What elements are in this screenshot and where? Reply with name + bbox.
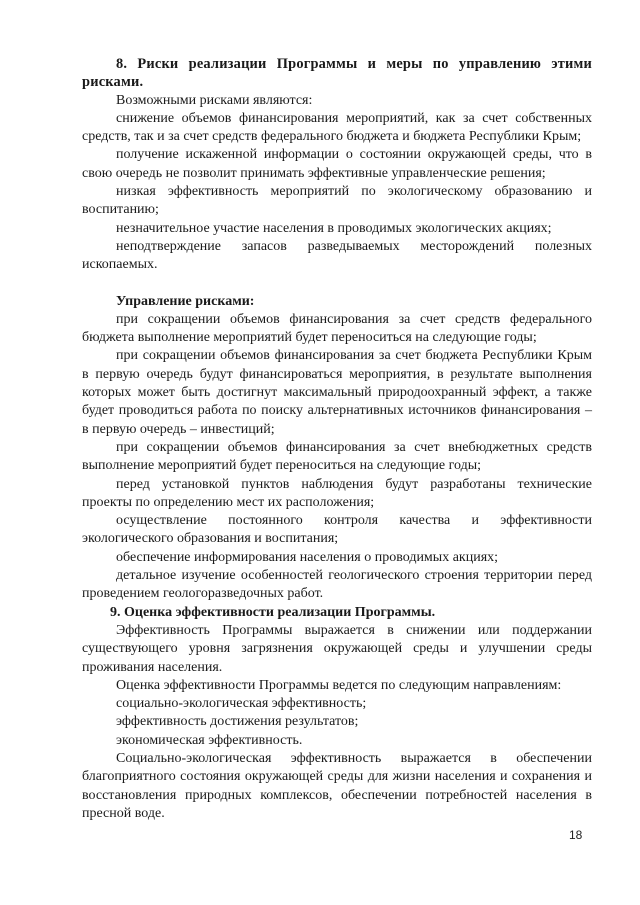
page-number: 18 xyxy=(569,828,583,842)
risk-item: незначительное участие населения в проводимых экологических акциях; xyxy=(116,220,552,236)
risk-management-item: перед установкой пунктов наблюдения будут разработаны технические проекты по определению мест их расположения; xyxy=(82,476,592,510)
risk-management-item: осуществление постоянного контроля качества и эффективности экологического образования и воспитания; xyxy=(82,513,592,547)
risk-management-item: при сокращении объемов финансирования за счет бюджета Республики Крым в первую очередь будут финансироваться мероприятия, в результате выполнения которых может быть достигнут максимальный природоохранный эффект, а также будет проводиться работа по поиску альтернативных источников финансирования – в первую очередь – инвестиций; xyxy=(82,348,592,437)
risk-management-heading: Управление рисками: xyxy=(116,293,255,309)
evaluation-directions-intro: Оценка эффективности Программы ведется по следующим направлениям: xyxy=(116,677,562,693)
risk-item: низкая эффективность мероприятий по экологическому образованию и воспитанию; xyxy=(82,184,592,218)
risk-management-item: при сокращении объемов финансирования за счет внебюджетных средств выполнение мероприятий будет переноситься на следующие годы; xyxy=(82,439,592,474)
section-8-heading: 8. Риски реализации Программы и меры по управлению этими рисками. xyxy=(82,56,592,91)
section-9-heading: 9. Оценка эффективности реализации Программы. xyxy=(110,604,436,620)
risks-intro: Возможными рисками являются: xyxy=(116,92,313,108)
direction-item: эффективность достижения результатов; xyxy=(116,714,359,730)
effectiveness-paragraph: Эффективность Программы выражается в снижении или поддержании существующего уровня загрязнения окружающей среды и улучшении среды проживания населения. xyxy=(82,622,592,675)
risk-management-item: при сокращении объемов финансирования за счет средств федерального бюджета выполнение мероприятий будет переноситься на следующие годы; xyxy=(82,311,592,346)
risk-management-item: обеспечение информирования населения о проводимых акциях; xyxy=(116,549,499,565)
social-ecological-paragraph: Социально-экологическая эффективность выражается в обеспечении благоприятного состояния окружающей среды для жизни населения и сохранения и восстановления природных комплексов, обеспечении потребностей населения в пресной воде. xyxy=(82,750,592,821)
risk-item: неподтверждение запасов разведываемых месторождений полезных ископаемых. xyxy=(82,238,592,273)
risk-item: снижение объемов финансирования мероприятий, как за счет собственных средств, так и за счет средств федерального бюджета и бюджета Республики Крым; xyxy=(82,110,592,145)
direction-item: экономическая эффективность. xyxy=(116,732,303,748)
direction-item: социально-экологическая эффективность; xyxy=(116,696,367,712)
document-page xyxy=(82,55,592,823)
section-spacer xyxy=(82,275,592,293)
risk-management-item: детальное изучение особенностей геологического строения территории перед проведением геологоразведочных работ. xyxy=(82,568,592,602)
risk-item: получение искаженной информации о состоянии окружающей среды, что в свою очередь не позволит принимать эффективные управленческие решения; xyxy=(82,147,592,181)
